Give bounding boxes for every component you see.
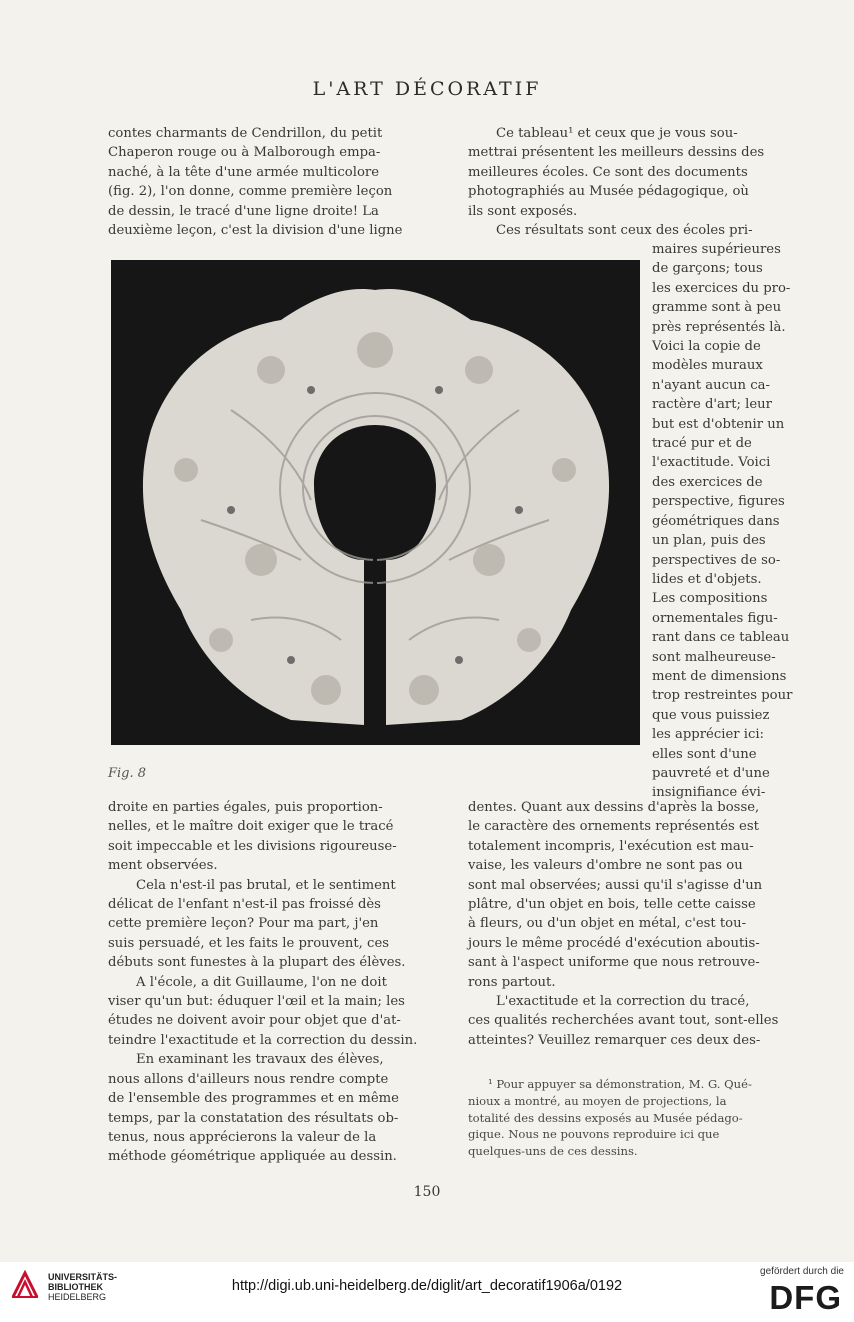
text-line: (fig. 2), l'on donne, comme première leçon xyxy=(108,184,393,200)
text-line: près représentés là. xyxy=(652,319,786,335)
text-line: contes charmants de Cendrillon, du petit xyxy=(108,126,383,141)
text-line: le caractère des ornements représentés est xyxy=(468,819,759,835)
text-line: l'exactitude. Voici xyxy=(652,455,771,471)
text-line: insignifiance évi- xyxy=(652,785,766,801)
wrap-column xyxy=(652,240,805,803)
footnote-line: ¹ Pour appuyer sa démonstration, M. G. Qué- xyxy=(488,1077,752,1091)
text-line: sont malheureuse- xyxy=(652,649,776,665)
text-line: lides et d'objets. xyxy=(652,571,762,587)
lace-collar-figure xyxy=(111,260,640,745)
text-line: Les compositions xyxy=(652,591,768,607)
text-line: meilleures écoles. Ce sont des documents xyxy=(468,164,748,180)
right-column-top xyxy=(468,124,805,240)
text-line: droite en parties égales, puis proportion- xyxy=(108,800,383,815)
text-line: ment de dimensions xyxy=(652,668,787,684)
text-line: L'exactitude et la correction du tracé, xyxy=(496,994,750,1010)
text-line: études ne doivent avoir pour objet que d'at- xyxy=(108,1013,401,1029)
text-line: modèles muraux xyxy=(652,358,763,374)
text-line: tracé pur et de xyxy=(652,436,752,452)
text-line: maires supérieures xyxy=(652,242,781,257)
text-line: cette première leçon? Pour ma part, j'en xyxy=(108,916,379,932)
text-line: de l'ensemble des programmes et en même xyxy=(108,1091,399,1107)
footer-bar xyxy=(0,1262,854,1322)
source-url-link[interactable]: http://digi.ub.uni-heidelberg.de/diglit/art_decoratif1906a/0192 xyxy=(231,1278,623,1294)
text-line: tenus, nous apprécierons la valeur de la xyxy=(108,1129,377,1145)
footnote-line: nioux a montré, au moyen de projections, la xyxy=(468,1093,727,1108)
text-line: atteintes? Veuillez remarquer ces deux des- xyxy=(468,1032,761,1048)
text-line: naché, à la tête d'une armée multicolore xyxy=(108,164,379,180)
dfg-logo: DFG xyxy=(769,1279,842,1316)
text-line: nelles, et le maître doit exiger que le tracé xyxy=(108,819,394,835)
text-line: les exercices du pro- xyxy=(652,280,791,296)
text-line: ment observées. xyxy=(108,858,218,874)
text-line: sant à l'aspect uniforme que nous retrouve- xyxy=(468,955,760,971)
footnote-line: totalité des dessins exposés au Musée pédago- xyxy=(468,1110,743,1125)
running-head: L'ART DÉCORATIF xyxy=(312,78,542,100)
text-line: sont mal observées; aussi qu'il s'agisse d'un xyxy=(468,877,763,893)
text-line: Voici la copie de xyxy=(652,339,761,355)
text-line: En examinant les travaux des élèves, xyxy=(136,1052,384,1068)
text-line: les apprécier ici: xyxy=(652,727,765,743)
footnote xyxy=(468,1076,805,1160)
text-line: mettrai présentent les meilleurs dessins des xyxy=(468,145,765,161)
text-line: que vous puissiez xyxy=(652,707,770,723)
text-line: dentes. Quant aux dessins d'après la bosse, xyxy=(468,800,760,815)
text-line: à fleurs, ou d'un objet en métal, c'est tou- xyxy=(468,916,747,932)
library-line: BIBLIOTHEK xyxy=(48,1282,103,1292)
text-line: suis persuadé, et les faits le prouvent, ces xyxy=(108,935,390,951)
text-line: Cela n'est-il pas brutal, et le sentiment xyxy=(136,877,396,893)
text-line: ces qualités recherchées avant tout, sont-elles xyxy=(468,1013,779,1029)
text-line: Chaperon rouge ou à Malborough empa- xyxy=(108,145,381,161)
funded-by-label: gefördert durch die xyxy=(760,1266,844,1277)
text-line: but est d'obtenir un xyxy=(652,416,785,432)
lace-collar-illustration xyxy=(111,260,640,745)
text-line: ils sont exposés. xyxy=(468,203,578,219)
text-line: rons partout. xyxy=(468,974,556,990)
text-line: Ces résultats sont ceux des écoles pri- xyxy=(496,223,753,239)
text-line: elles sont d'une xyxy=(652,746,757,762)
text-line: vaise, les valeurs d'ombre ne sont pas ou xyxy=(468,858,743,874)
text-line: de garçons; tous xyxy=(652,261,763,277)
text-line: délicat de l'enfant n'est-il pas froissé dès xyxy=(108,897,381,913)
text-line: ornementales figu- xyxy=(652,610,778,626)
footnote-line: gique. Nous ne pouvons reproduire ici que xyxy=(468,1127,720,1142)
text-line: de dessin, le tracé d'une ligne droite! La xyxy=(108,203,379,219)
text-line: débuts sont funestes à la plupart des élèves. xyxy=(108,955,406,971)
library-line: UNIVERSITÄTS- xyxy=(48,1272,118,1282)
text-line: un plan, puis des xyxy=(652,533,766,549)
text-line: plâtre, d'un objet en bois, telle cette caisse xyxy=(468,897,756,913)
text-line: gramme sont à peu xyxy=(652,300,782,316)
text-line: Ce tableau¹ et ceux que je vous sou- xyxy=(496,126,738,141)
text-line: soit impeccable et les divisions rigoureuse- xyxy=(108,838,397,854)
text-line: pauvreté et d'une xyxy=(652,765,770,781)
text-line: photographiés au Musée pédagogique, où xyxy=(468,184,749,200)
page-number: 150 xyxy=(413,1184,441,1200)
left-column-bottom xyxy=(108,798,444,1167)
left-column-top xyxy=(108,124,444,240)
text-line: ractère d'art; leur xyxy=(652,397,772,413)
footnote-line: quelques-uns de ces dessins. xyxy=(468,1144,638,1159)
text-line: jours le même procédé d'exécution aboutis- xyxy=(468,935,760,951)
text-line: temps, par la constatation des résultats ob- xyxy=(108,1110,399,1126)
right-column-bottom xyxy=(468,798,805,1050)
text-line: rant dans ce tableau xyxy=(652,630,790,646)
text-line: trop restreintes pour xyxy=(652,688,793,704)
text-line: nous allons d'ailleurs nous rendre compte xyxy=(108,1071,389,1087)
text-line: géométriques dans xyxy=(652,513,780,529)
text-line: A l'école, a dit Guillaume, l'on ne doit xyxy=(136,974,387,990)
text-line: des exercices de xyxy=(652,474,763,490)
library-line: HEIDELBERG xyxy=(48,1292,107,1302)
text-line: totalement incompris, l'exécution est mau- xyxy=(468,838,754,854)
figure-caption: Fig. 8 xyxy=(108,766,147,781)
text-line: perspective, figures xyxy=(652,494,785,510)
text-line: viser qu'un but: éduquer l'œil et la main; les xyxy=(108,994,405,1010)
text-line: perspectives de so- xyxy=(652,552,781,568)
text-line: méthode géométrique appliquée au dessin. xyxy=(108,1149,397,1165)
text-line: deuxième leçon, c'est la division d'une ligne xyxy=(108,223,403,239)
text-line: teindre l'exactitude et la correction du dessin. xyxy=(108,1032,418,1048)
text-line: n'ayant aucun ca- xyxy=(652,377,770,393)
